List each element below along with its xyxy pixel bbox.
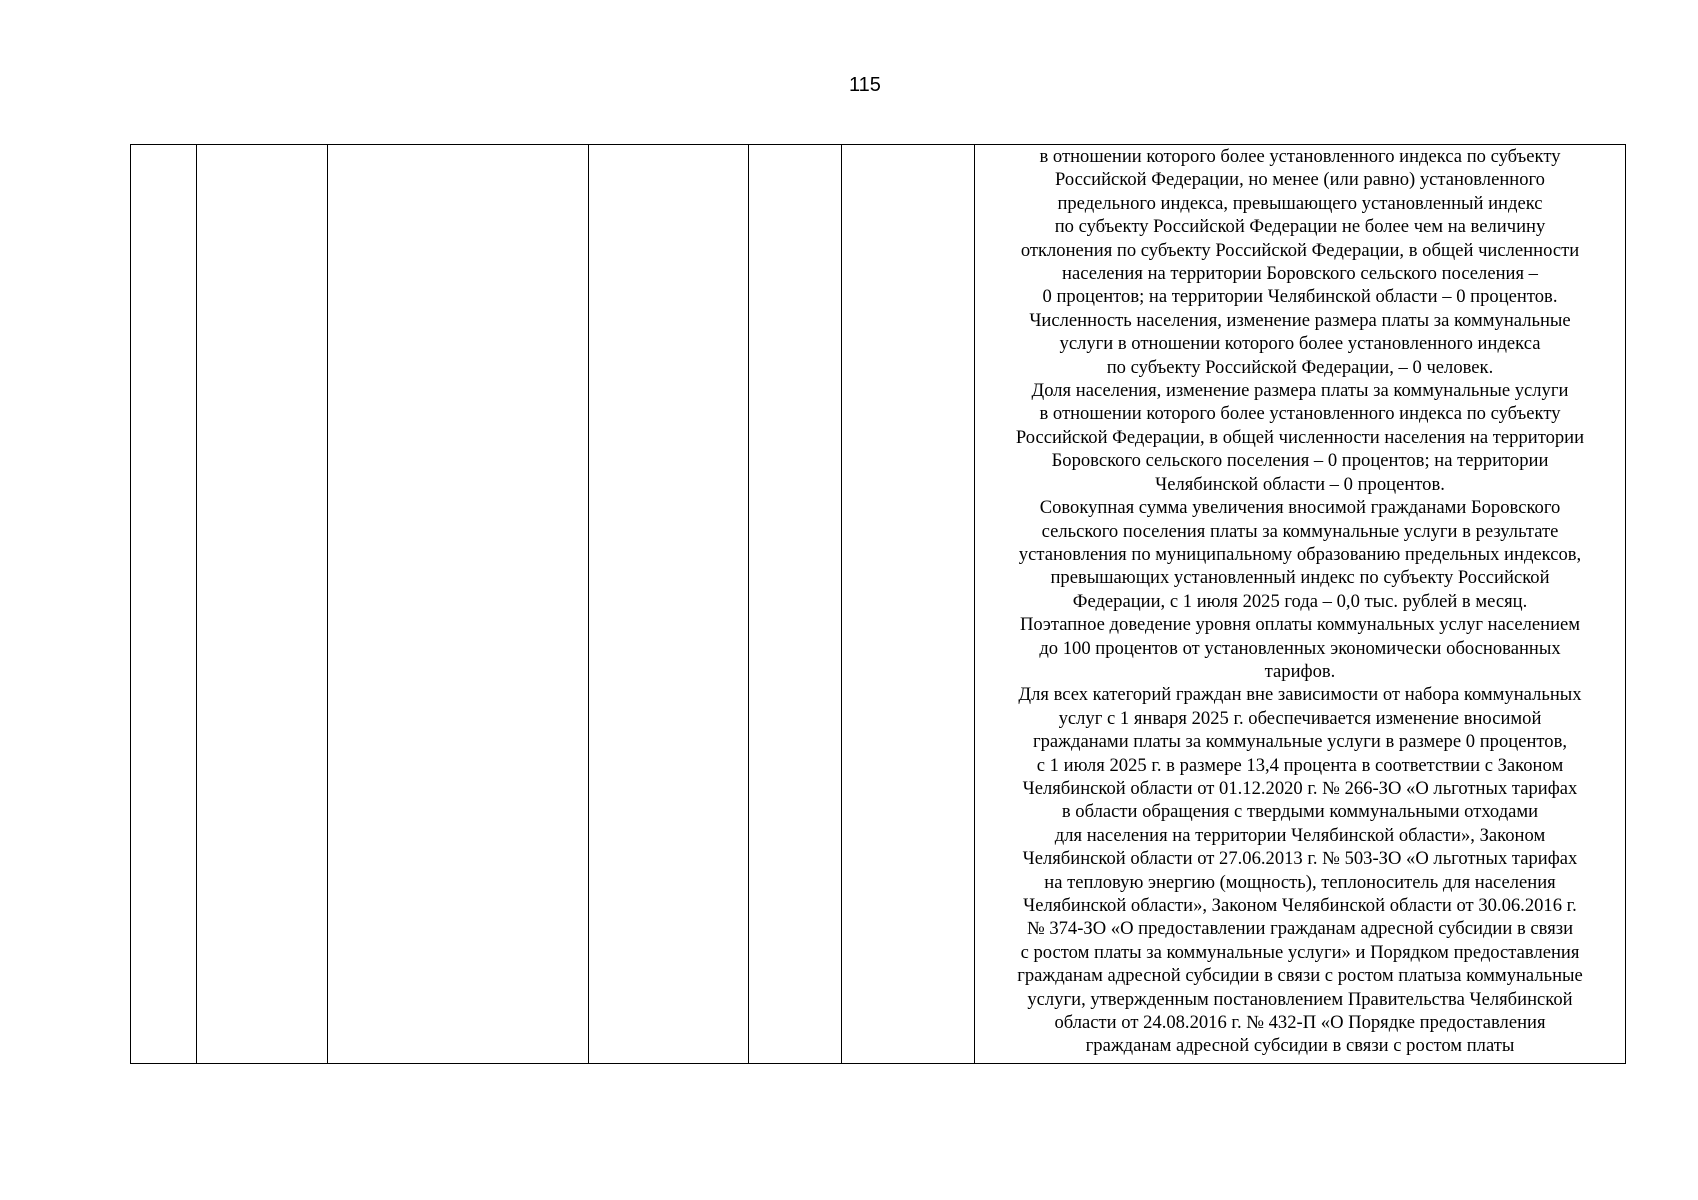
text-line: Боровского сельского поселения – 0 процентов; на территории <box>1051 450 1549 472</box>
text-line: Челябинской области», Законом Челябинской области от 30.06.2016 г. <box>1023 895 1577 916</box>
text-line: Доля населения, изменение размера платы за коммунальные услуги <box>1031 380 1569 402</box>
table-cell-col1 <box>131 145 197 1064</box>
text-line: с 1 июля 2025 г. в размере 13,4 процента в соответствии с Законом <box>1036 754 1564 776</box>
text-line: для населения на территории Челябинской области», Законом <box>1054 824 1546 846</box>
table-cell-col4 <box>589 145 749 1064</box>
text-line: превышающих установленный индекс по субъекту Российской <box>1050 567 1550 589</box>
table-cell-col2 <box>197 145 328 1064</box>
text-line: Челябинской области от 01.12.2020 г. № 266-ЗО «О льготных тарифах <box>1022 777 1578 799</box>
page-number: 115 <box>849 74 881 96</box>
text-line: Численность населения, изменение размера платы за коммунальные <box>1029 309 1571 331</box>
text-line: услуг с 1 января 2025 г. обеспечивается изменение вносимой <box>1058 707 1542 729</box>
text-line: Челябинской области от 27.06.2013 г. № 503-ЗО «О льготных тарифах <box>1022 848 1578 870</box>
text-line: в отношении которого более установленного индекса по субъекту <box>1039 403 1561 425</box>
text-line: Поэтапное доведение уровня оплаты коммунальных услуг населением <box>1019 614 1581 636</box>
table-cell-col6 <box>842 145 975 1064</box>
text-line: гражданам адресной субсидии в связи с ростом платы <box>1085 1035 1515 1057</box>
text-line: Федерации, с 1 июля 2025 года – 0,0 тыс. рублей в месяц. <box>1072 590 1528 612</box>
text-line: Российской Федерации, в общей численности населения на территории <box>1015 426 1585 448</box>
text-line: услуги, утвержденным постановлением Правительства Челябинской <box>1027 988 1573 1010</box>
table-cell-col5 <box>749 145 842 1064</box>
text-line: 0 процентов; на территории Челябинской области – 0 процентов. <box>1042 286 1558 308</box>
text-line: отклонения по субъекту Российской Федерации, в общей численности <box>1020 239 1580 261</box>
table-cell-col3 <box>328 145 589 1064</box>
text-line: Совокупная сумма увеличения вносимой гражданами Боровского <box>1039 497 1561 519</box>
text-line: Челябинской области – 0 процентов. <box>1155 473 1445 495</box>
text-line: установления по муниципальному образованию предельных индексов, <box>1018 543 1582 565</box>
text-line: населения на территории Боровского сельского поселения – <box>1062 263 1538 285</box>
text-line: сельского поселения платы за коммунальные услуги в результате <box>1041 520 1559 542</box>
text-line: на тепловую энергию (мощность), теплоноситель для населения <box>1044 871 1556 893</box>
text-line: в области обращения с твердыми коммунальными отходами <box>1061 801 1539 823</box>
document-table <box>130 144 1626 1064</box>
text-line: № 374-ЗО «О предоставлении гражданам адресной субсидии в связи <box>1026 918 1574 940</box>
text-line: до 100 процентов от установленных экономически обоснованных <box>1039 637 1561 659</box>
text-line: с ростом платы за коммунальные услуги» и Порядком предоставления <box>1020 941 1580 963</box>
text-line: в отношении которого более установленного индекса по субъекту <box>1039 146 1561 167</box>
text-line: по субъекту Российской Федерации, – 0 человек. <box>1106 356 1494 378</box>
table-cell-description <box>975 145 1626 1064</box>
text-line: гражданами платы за коммунальные услуги в размере 0 процентов, <box>1032 731 1568 753</box>
text-line: тарифов. <box>1264 660 1336 682</box>
text-line: услуги в отношении которого более установленного индекса <box>1059 333 1541 355</box>
text-line: предельного индекса, превышающего установленный индекс <box>1057 192 1543 214</box>
text-line: гражданам адресной субсидии в связи с ростом платыза коммунальные <box>1017 965 1583 987</box>
text-line: по субъекту Российской Федерации не более чем на величину <box>1054 216 1546 238</box>
text-line: Российской Федерации, но менее (или равно) установленного <box>1055 169 1545 191</box>
text-line: Для всех категорий граждан вне зависимости от набора коммунальных <box>1018 684 1582 706</box>
text-line: области от 24.08.2016 г. № 432-П «О Порядке предоставления <box>1054 1012 1546 1034</box>
table-row <box>131 145 1626 1064</box>
